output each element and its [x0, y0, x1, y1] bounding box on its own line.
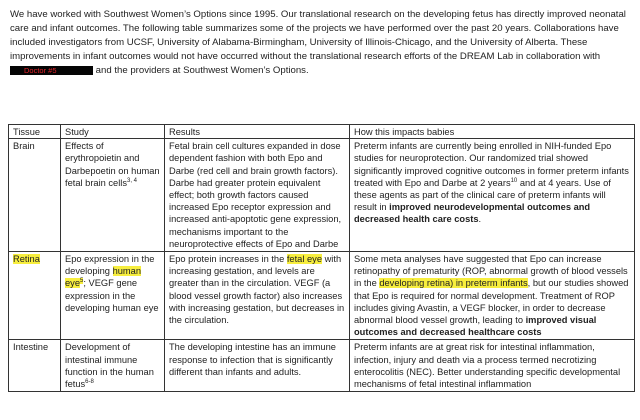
- study-text: Epo expression in the developing: [65, 254, 155, 277]
- cell-impact: [350, 340, 635, 392]
- impact-text-cont: , but our studies showed that Epo is required for normal development. Treatment of ROP includes giving Avastin, a VEGF blocker, in order to decrease abnormal blood vessel growth, leading to: [354, 278, 629, 326]
- intro-text: We have worked with Southwest Women’s Options since 1995. Our translational research on the developing fetus has directly improved neonatal care and infant outcomes. The following table summarizes some of the projects we have performed over the past 20 years. Collaborations have included investigators from UCSF, University of Alabama-Birmingham, University of Illinois-Chicago, and the University of Alberta. These improvements in infant outcomes would not have occurred without the translational research efforts of the DREAM Lab in collaboration with: [10, 9, 626, 62]
- table-row-intestine: [9, 340, 635, 392]
- cell-study: [61, 340, 165, 392]
- study-citation: 5: [80, 278, 84, 285]
- results-highlight: fetal eye: [286, 254, 322, 265]
- study-text-cont: ; VEGF gene expression in the developing human eye: [65, 278, 159, 313]
- redaction-box: Doctor #5: [10, 66, 93, 75]
- impact-text: Preterm infants are at great risk for intestinal inflammation, infection, injury and death via a process termed necrotizing enterocolitis (NEC). Better understanding specific developmental mechanisms of fetal intestinal inflammation: [354, 342, 621, 390]
- results-text-cont: with increasing gestation, and levels are greater than in the circulation. VEGF (a blood vessel growth factor) also increases with increasing gestation, but decreases in the circulation.: [169, 254, 345, 326]
- cell-tissue: [9, 252, 61, 340]
- study-citation: 6-8: [85, 378, 94, 385]
- impact-text-cont: and at 4 years. Use of these agents as part of the clinical care of preterm infants will result in: [354, 177, 611, 213]
- cell-impact: [350, 139, 635, 252]
- impact-bold: improved visual outcomes and decreased healthcare costs: [354, 315, 597, 338]
- table-row-retina: [9, 252, 635, 340]
- tissue-label: Brain: [13, 141, 35, 152]
- table-header-row: [9, 125, 635, 139]
- cell-impact: [350, 252, 635, 340]
- cell-study: [61, 139, 165, 252]
- impact-end: .: [478, 214, 482, 225]
- cell-tissue: [9, 340, 61, 392]
- research-table: [8, 124, 635, 392]
- impact-highlight: developing retina) in preterm infants: [379, 278, 528, 289]
- tissue-label: Intestine: [13, 342, 49, 353]
- cell-results: [165, 139, 350, 252]
- results-text: Fetal brain cell cultures expanded in dose dependent fashion with both Epo and Darbe (red cell and brain growth factors). Darbe had greater protein equivalent effect; both growth factors caused increased Epo receptor expression and increased anti-apoptotic gene expression, mechanisms important to the neuroprotective effects of Epo and Darbe: [169, 141, 342, 249]
- results-text: Epo protein increases in the: [169, 254, 287, 265]
- cell-tissue: [9, 139, 61, 252]
- header-tissue: Tissue: [9, 125, 61, 139]
- tissue-label: Retina: [13, 254, 40, 265]
- header-impact: How this impacts babies: [350, 125, 635, 139]
- study-highlight: human eye: [65, 266, 142, 289]
- results-text: The developing intestine has an immune response to infection that is significantly different than infants and adults.: [169, 342, 336, 377]
- study-text: Development of intestinal immune function in the human fetus: [65, 342, 154, 390]
- study-citation: 3, 4: [127, 177, 138, 184]
- cell-results: [165, 340, 350, 392]
- header-study: Study: [61, 125, 165, 139]
- study-text: Effects of erythropoietin and Darbepoetin on human fetal brain cells: [65, 141, 160, 188]
- impact-text: Some meta analyses have suggested that Epo can increase retinopathy of prematurity (ROP, abnormal growth of blood vessels in the: [354, 254, 628, 289]
- header-results: Results: [165, 125, 350, 139]
- impact-bold: improved neurodevelopmental outcomes and decreased health care costs: [354, 202, 591, 225]
- cell-results: [165, 252, 350, 340]
- intro-text-end: and the providers at Southwest Women’s Options.: [95, 65, 309, 76]
- cell-study: [61, 252, 165, 340]
- impact-citation: 10: [510, 177, 518, 184]
- table-row-brain: [9, 139, 635, 252]
- impact-text: Preterm infants are currently being enrolled in NIH-funded Epo studies for neuroprotection. Our randomized trial showed significantly improved cognitive outcomes in former preterm infants treated with Epo and Darbe at 2 years: [354, 141, 629, 188]
- intro-paragraph: [10, 8, 632, 78]
